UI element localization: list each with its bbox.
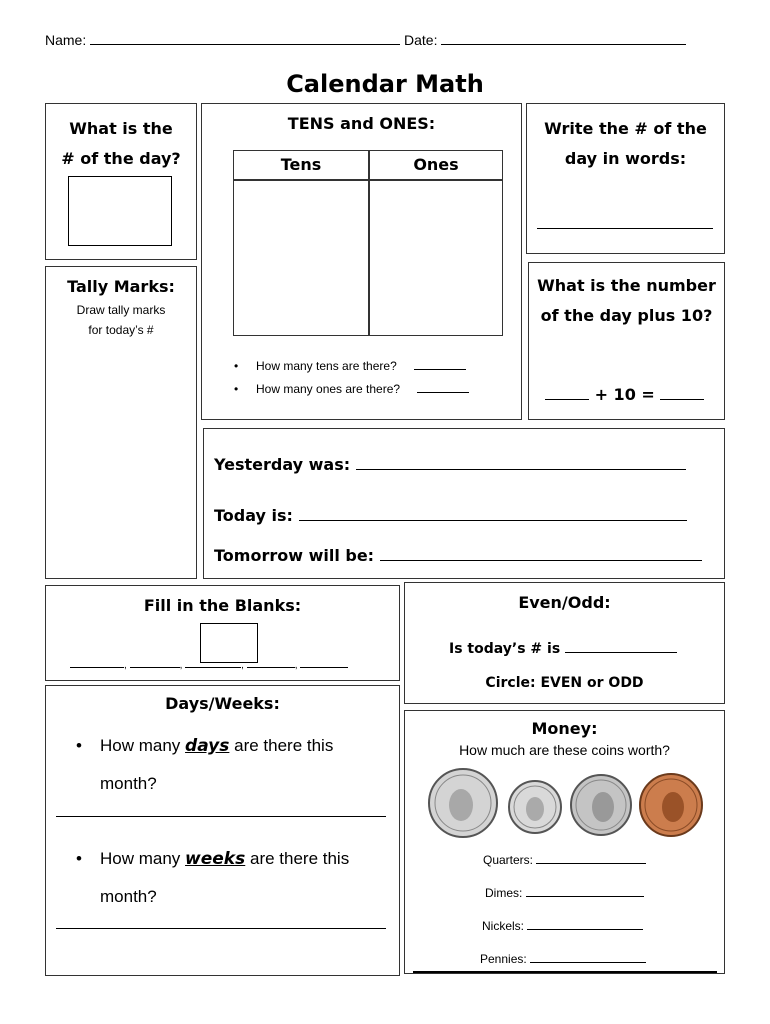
tally-title: Tally Marks: (67, 277, 175, 296)
days-weeks-box (45, 685, 400, 976)
even-odd-box (404, 582, 725, 704)
in-words-answer[interactable] (537, 228, 713, 229)
plus10-equation: + 10 = (545, 385, 704, 404)
tens-ones-title: TENS and ONES: (287, 114, 436, 133)
tomorrow-row: Tomorrow will be: (214, 546, 702, 565)
nickel-icon (571, 775, 631, 835)
money-question: How much are these coins worth? (459, 742, 670, 758)
in-words-box (526, 103, 725, 254)
tomorrow-field[interactable] (380, 560, 702, 561)
ones-question: • How many ones are there? (234, 382, 469, 396)
date-label: Date: (404, 32, 438, 48)
tens-column-header: Tens (280, 155, 322, 174)
even-odd-question: Is today’s # is (449, 641, 677, 657)
even-odd-circle: Circle: EVEN or ODD (485, 675, 644, 691)
even-odd-title: Even/Odd: (518, 593, 611, 612)
fill-blanks-title: Fill in the Blanks: (143, 596, 302, 615)
page-title: Calendar Math (286, 70, 484, 98)
tens-answer[interactable] (414, 369, 466, 370)
days-question-end: month? (100, 774, 157, 793)
coins-image (425, 765, 705, 845)
number-of-day-line1: What is the (69, 119, 173, 138)
quarters-row: Quarters: (483, 853, 646, 867)
plus10-line2: of the day plus 10? (540, 306, 713, 325)
days-box (203, 428, 725, 579)
plus10-blank2[interactable] (660, 399, 704, 400)
tens-question: • How many tens are there? (234, 359, 466, 373)
tally-sub1: Draw tally marks (76, 303, 166, 317)
tally-sub2: for today’s # (88, 323, 154, 337)
weeks-answer[interactable] (56, 928, 386, 929)
name-row (45, 32, 686, 48)
blank-1[interactable] (70, 667, 124, 668)
days-weeks-title: Days/Weeks: (165, 694, 280, 713)
tens-cell[interactable] (236, 182, 366, 332)
today-field[interactable] (299, 520, 687, 521)
number-of-day-line2: # of the day? (61, 149, 181, 168)
ones-answer[interactable] (417, 392, 469, 393)
quarter-icon (429, 769, 497, 837)
blank-2[interactable] (130, 667, 180, 668)
days-question: • How many days are there this (76, 736, 334, 756)
dimes-row: Dimes: (485, 886, 644, 900)
plus10-box (528, 262, 725, 420)
dimes-field[interactable] (526, 896, 644, 897)
name-label: Name: (45, 32, 87, 48)
yesterday-row: Yesterday was: (214, 455, 686, 474)
in-words-line2: day in words: (564, 149, 687, 168)
pennies-row: Pennies: (480, 952, 646, 966)
tally-box (45, 266, 197, 579)
yesterday-field[interactable] (356, 469, 686, 470)
dime-icon (509, 781, 561, 833)
money-bottom-rule (413, 971, 717, 973)
date-field[interactable] (441, 44, 686, 45)
money-title: Money: (531, 719, 598, 738)
quarters-field[interactable] (536, 863, 646, 864)
nickels-field[interactable] (527, 929, 643, 930)
even-odd-answer[interactable] (565, 652, 677, 653)
tally-draw-area[interactable] (50, 347, 190, 572)
blank-3[interactable] (185, 667, 241, 668)
ones-cell[interactable] (372, 182, 500, 332)
name-field[interactable] (90, 44, 400, 45)
number-of-day-box (45, 103, 197, 260)
plus10-line1: What is the number (537, 276, 716, 295)
pennies-field[interactable] (530, 962, 646, 963)
fill-blanks-box-input[interactable] (200, 623, 258, 663)
weeks-question: • How many weeks are there this (76, 849, 350, 869)
fill-blanks-box (45, 585, 400, 681)
tens-ones-box (201, 103, 522, 420)
blank-4[interactable] (247, 667, 295, 668)
plus10-blank1[interactable] (545, 399, 589, 400)
in-words-line1: Write the # of the (544, 119, 707, 138)
penny-icon (640, 774, 702, 836)
weeks-question-end: month? (100, 887, 157, 906)
ones-column-header: Ones (413, 155, 459, 174)
days-answer[interactable] (56, 816, 386, 817)
blank-5[interactable] (300, 667, 348, 668)
today-row: Today is: (214, 506, 687, 525)
nickels-row: Nickels: (482, 919, 643, 933)
fill-blanks-sequence: , , , , (70, 660, 348, 671)
tens-ones-table (233, 150, 503, 336)
number-input-box[interactable] (68, 176, 172, 246)
money-box (404, 710, 725, 974)
